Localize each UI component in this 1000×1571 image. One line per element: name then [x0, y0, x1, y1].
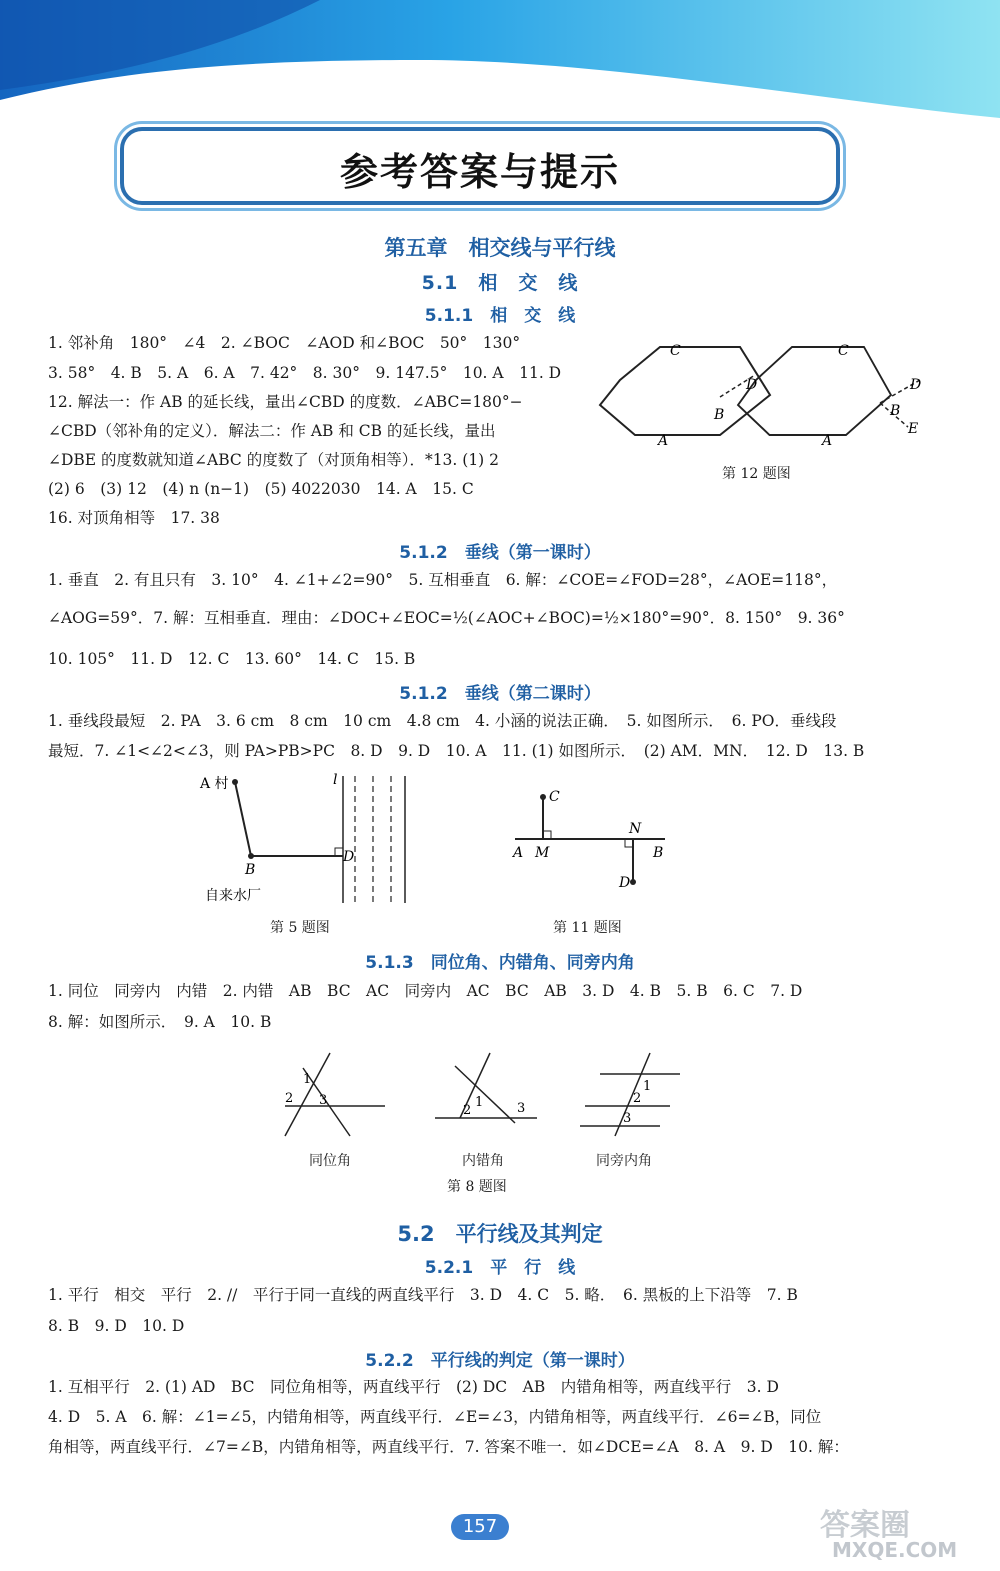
figure-5 — [195, 768, 425, 913]
figure-11 — [505, 785, 675, 895]
fig12-caption: 第 12 题图 — [722, 466, 791, 482]
section-5-1-heading: 5.1 相 交 线 — [421, 272, 579, 294]
text-line: 10. 105° 11. D 12. C 13. 60° 14. C 15. B — [48, 650, 416, 668]
fig12-label: B — [714, 407, 725, 423]
fig12-label: C — [670, 343, 681, 359]
text-line: ∠AOG=59°．7. 解：互相垂直．理由：∠DOC+∠EOC=½(∠AOC+∠BOC)=½×180°=90°．8. 150° 9. 36° — [48, 609, 845, 627]
text-line: 16. 对顶角相等 17. 38 — [48, 509, 220, 527]
fig8-caption: 第 8 题图 — [447, 1179, 507, 1195]
fig8-sub-caption: 内错角 — [462, 1153, 504, 1169]
text-line: 1. 垂直 2. 有且只有 3. 10° 4. ∠1+∠2=90° 5. 互相垂直 6. 解：∠COE=∠FOD=28°，∠AOE=118°， — [48, 571, 838, 589]
fig11-label: C — [549, 789, 560, 805]
fig8-label: 3 — [319, 1093, 328, 1108]
fig12-label: C — [838, 343, 849, 359]
figure-12 — [590, 335, 940, 465]
fig8-label: 3 — [517, 1101, 526, 1116]
section-5-1-1-heading: 5.1.1 相 交 线 — [424, 306, 576, 326]
fig12-label: D — [910, 377, 922, 393]
fig8-label: 2 — [633, 1091, 642, 1106]
section-5-2-heading: 5.2 平行线及其判定 — [397, 1222, 603, 1246]
fig5-label: l — [333, 772, 338, 788]
watermark-url: MXQE.COM — [832, 1538, 958, 1562]
fig5-caption: 第 5 题图 — [270, 920, 330, 936]
section-5-1-2a-heading: 5.1.2 垂线（第一课时） — [399, 543, 601, 563]
fig5-label: D — [343, 849, 355, 865]
text-line: 1. 垂线段最短 2. PA 3. 6 cm 8 cm 10 cm 4.8 cm 4. 小涵的说法正确． 5. 如图所示． 6. PO．垂线段 — [48, 712, 837, 730]
fig5-label: B — [245, 862, 256, 878]
fig11-label: M — [535, 845, 550, 861]
section-5-1-3-heading: 5.1.3 同位角、内错角、同旁内角 — [365, 953, 635, 973]
top-banner — [0, 0, 1000, 120]
section-5-2-2-heading: 5.2.2 平行线的判定（第一课时） — [365, 1351, 635, 1371]
fig5-label: 自来水厂 — [205, 888, 261, 904]
text-line: 12. 解法一：作 AB 的延长线，量出∠CBD 的度数．∠ABC=180°− — [48, 393, 523, 411]
watermark-logo: 答案圈 — [820, 1508, 910, 1543]
title-box — [120, 127, 840, 205]
fig8-sub-caption: 同位角 — [309, 1153, 351, 1169]
fig8-label: 3 — [623, 1111, 632, 1126]
text-line: 8. B 9. D 10. D — [48, 1317, 185, 1335]
section-5-1-2b-heading: 5.1.2 垂线（第二课时） — [399, 684, 601, 704]
text-line: 1. 邻补角 180° ∠4 2. ∠BOC ∠AOD 和∠BOC 50° 130° — [48, 334, 521, 352]
fig8-sub-caption: 同旁内角 — [596, 1153, 652, 1169]
fig12-label: E — [908, 421, 919, 437]
text-line: 8. 解：如图所示． 9. A 10. B — [48, 1013, 272, 1031]
text-line: 4. D 5. A 6. 解：∠1=∠5，内错角相等，两直线平行．∠E=∠3，内错角相等，两直线平行．∠6=∠B，同位 — [48, 1408, 822, 1426]
fig8-label: 1 — [303, 1072, 312, 1087]
text-line: 1. 互相平行 2. (1) AD BC 同位角相等，两直线平行 (2) DC AB 内错角相等，两直线平行 3. D — [48, 1378, 779, 1396]
fig11-caption: 第 11 题图 — [553, 920, 622, 936]
figure-8 — [275, 1048, 695, 1143]
fig11-label: A — [513, 845, 524, 861]
text-line: 1. 同位 同旁内 内错 2. 内错 AB BC AC 同旁内 AC BC AB 3. D 4. B 5. B 6. C 7. D — [48, 982, 803, 1000]
fig11-label: D — [619, 875, 631, 891]
page-number: 157 — [451, 1514, 509, 1540]
fig8-label: 1 — [643, 1079, 652, 1094]
fig11-label: B — [653, 845, 664, 861]
text-line: ∠CBD（邻补角的定义）．解法二：作 AB 和 CB 的延长线，量出 — [48, 422, 496, 440]
text-line: (2) 6 (3) 12 (4) n (n−1) (5) 4022030 14. A 15. C — [48, 480, 474, 498]
fig12-label: A — [822, 433, 833, 449]
section-5-2-1-heading: 5.2.1 平 行 线 — [424, 1258, 576, 1278]
fig8-label: 2 — [285, 1091, 294, 1106]
text-line: 1. 平行 相交 平行 2. // 平行于同一直线的两直线平行 3. D 4. C 5. 略． 6. 黑板的上下沿等 7. B — [48, 1286, 798, 1304]
fig5-label: A 村 — [200, 776, 229, 792]
fig12-label: A — [658, 433, 669, 449]
text-line: 最短．7. ∠1<∠2<∠3，则 PA>PB>PC 8. D 9. D 10. A 11. (1) 如图所示． (2) AM．MN． 12. D 13. B — [48, 742, 865, 760]
fig8-label: 2 — [463, 1103, 472, 1118]
text-line: 3. 58° 4. B 5. A 6. A 7. 42° 8. 30° 9. 147.5° 10. A 11. D — [48, 364, 562, 382]
fig12-label: B — [890, 403, 901, 419]
chapter-heading: 第五章 相交线与平行线 — [384, 236, 616, 260]
text-line: ∠DBE 的度数就知道∠ABC 的度数了（对顶角相等）．*13. (1) 2 — [48, 451, 500, 469]
page-title: 参考答案与提示 — [339, 150, 620, 194]
fig11-label: N — [629, 821, 642, 837]
fig8-label: 1 — [475, 1095, 484, 1110]
text-line: 角相等，两直线平行．∠7=∠B，内错角相等，两直线平行．7. 答案不唯一．如∠DCE=∠A 8. A 9. D 10. 解： — [48, 1438, 849, 1456]
fig12-label: D — [746, 377, 758, 393]
